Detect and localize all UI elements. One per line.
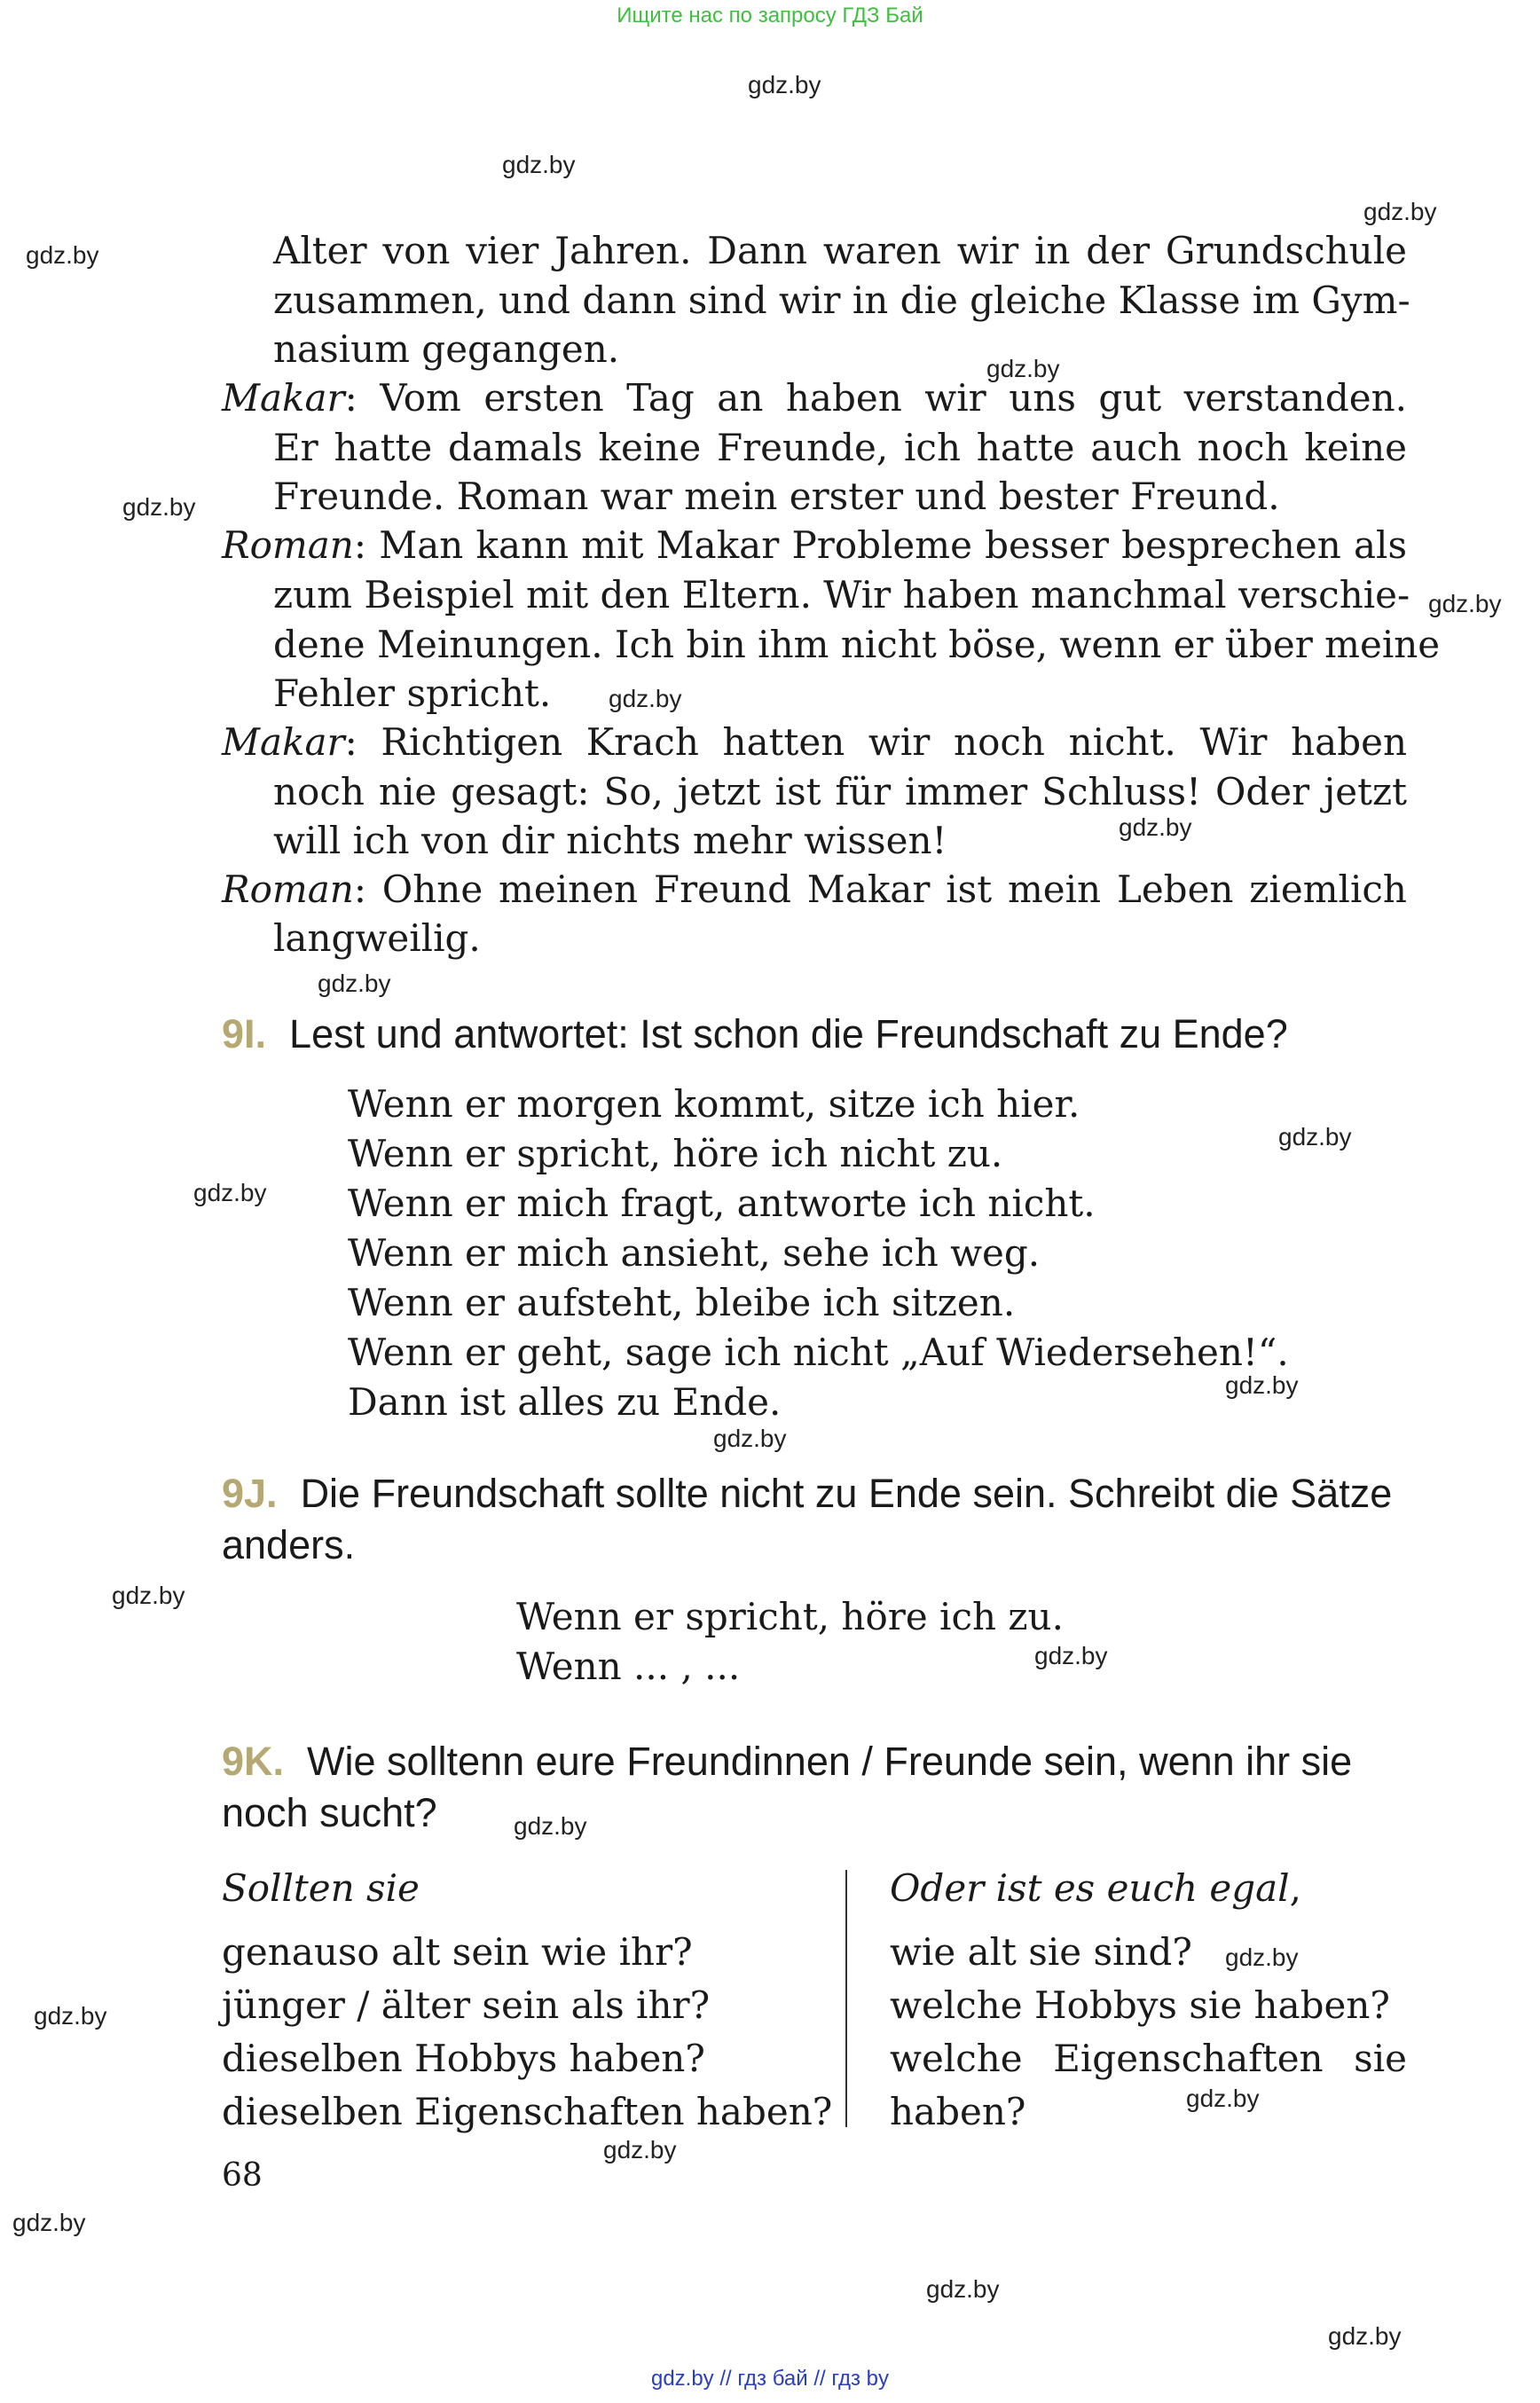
column-heading-text: Oder ist es euch egal [890, 1866, 1290, 1910]
dialogue-line: will ich von dir nichts mehr wissen! [273, 819, 947, 862]
watermark: gdz.by [1186, 2085, 1260, 2112]
task-number: 9J. [222, 1471, 278, 1516]
dialogue-text: : Richtigen Krach hatten wir noch nicht. Wir haben [344, 720, 1407, 764]
dialogue-line [222, 376, 1407, 420]
watermark: gdz.by [34, 2002, 107, 2030]
task-9k-heading [222, 1739, 1352, 1785]
watermark: gdz.by [926, 2275, 1000, 2303]
dialogue-text: : Man kann mit Makar Probleme besser besprechen als [353, 523, 1407, 567]
poem-line: Wenn er spricht, höre ich nicht zu. [348, 1132, 1003, 1175]
dialogue-line: Fehler spricht. [273, 671, 552, 715]
dialogue-line [222, 868, 1407, 911]
task-9j-heading [222, 1471, 1392, 1517]
dialogue-line: noch nie gesagt: So, jetzt ist für immer Schluss! Oder jetzt [273, 770, 1407, 813]
speaker-makar: Makar [222, 376, 345, 420]
dialogue-line [222, 720, 1407, 764]
task-title: Wie solltenn eure Freundinnen / Freunde sein, wenn ihr sie [307, 1739, 1353, 1784]
watermark: gdz.by [1328, 2322, 1402, 2350]
footer-links[interactable]: gdz.by // гдз бай // гдз by [650, 2367, 890, 2391]
poem-line: Wenn er geht, sage ich nicht „Auf Wiedersehen!“. [348, 1331, 1289, 1374]
question-line: dieselben Hobbys haben? [222, 2037, 705, 2080]
watermark: gdz.by [1119, 813, 1192, 841]
watermark: gdz.by [12, 2209, 86, 2236]
dialogue-line: dene Meinungen. Ich bin ihm nicht böse, wenn er über meine [273, 623, 1441, 666]
watermark: gdz.by [603, 2136, 677, 2163]
watermark: gdz.by [748, 71, 821, 98]
example-line: Wenn er spricht, höre ich zu. [516, 1595, 1064, 1638]
poem-line: Wenn er aufsteht, bleibe ich sitzen. [348, 1281, 1016, 1324]
watermark: gdz.by [1278, 1123, 1352, 1150]
watermark: gdz.by [1034, 1642, 1108, 1669]
poem-line: Wenn er morgen kommt, sitze ich hier. [348, 1082, 1080, 1126]
watermark: gdz.by [1225, 1371, 1299, 1399]
speaker-makar: Makar [222, 720, 345, 764]
watermark: gdz.by [713, 1425, 787, 1452]
task-9j-heading-cont: anders. [222, 1522, 356, 1567]
poem-line: Wenn er mich ansieht, sehe ich weg. [348, 1231, 1041, 1275]
watermark: gdz.by [514, 1812, 587, 1840]
task-title: Lest und antwortet: Ist schon die Freundschaft zu Ende? [289, 1011, 1288, 1056]
question-line: genauso alt sein wie ihr? [222, 1930, 693, 1974]
question-line: haben? [890, 2090, 1026, 2133]
question-line: dieselben Eigenschaften haben? [222, 2090, 833, 2133]
watermark: gdz.by [122, 493, 196, 521]
column-divider [845, 1870, 847, 2127]
column-heading-right [890, 1866, 1301, 1910]
dialogue-line [222, 523, 1407, 567]
dialogue-line: zusammen, und dann sind wir in die gleiche Klasse im Gym- [273, 279, 1410, 322]
task-number: 9K. [222, 1739, 285, 1784]
task-title: Die Freundschaft sollte nicht zu Ende sein. Schreibt die Sätze [300, 1471, 1393, 1516]
watermark: gdz.by [1225, 1944, 1299, 1971]
top-banner[interactable]: Ищите нас по запросу ГДЗ Бай [617, 4, 923, 27]
dialogue-line: Er hatte damals keine Freunde, ich hatte auch noch keine [273, 426, 1407, 469]
dialogue-line: Alter von vier Jahren. Dann waren wir in der Grundschule [273, 229, 1407, 272]
watermark: gdz.by [112, 1582, 185, 1609]
question-line: wie alt sie sind? [890, 1930, 1192, 1974]
watermark: gdz.by [1363, 198, 1437, 225]
poem-line: Wenn er mich fragt, antworte ich nicht. [348, 1182, 1096, 1225]
task-9k-heading-cont: noch sucht? [222, 1790, 437, 1835]
watermark: gdz.by [502, 151, 576, 178]
watermark: gdz.by [193, 1179, 267, 1206]
poem-line: Dann ist alles zu Ende. [348, 1380, 782, 1424]
speaker-roman: Roman [222, 523, 354, 567]
task-9i-heading [222, 1011, 1288, 1057]
column-heading-left: Sollten sie [222, 1866, 420, 1910]
dialogue-line: zum Beispiel mit den Eltern. Wir haben manchmal verschie- [273, 573, 1410, 616]
question-line: jünger / älter sein als ihr? [222, 1983, 711, 2027]
dialogue-text: : Vom ersten Tag an haben wir uns gut verstanden. [344, 376, 1407, 420]
question-line: welche Eigenschaften sie [890, 2037, 1407, 2080]
task-number: 9I. [222, 1011, 267, 1056]
watermark: gdz.by [1428, 590, 1502, 617]
page-number: 68 [222, 2157, 263, 2194]
watermark: gdz.by [609, 685, 682, 712]
column-heading-punct: , [1289, 1866, 1301, 1910]
dialogue-line: Freunde. Roman war mein erster und bester Freund. [273, 475, 1280, 518]
question-line: welche Hobbys sie haben? [890, 1983, 1390, 2027]
watermark: gdz.by [318, 970, 391, 997]
watermark: gdz.by [26, 241, 99, 269]
speaker-roman: Roman [222, 868, 354, 911]
dialogue-line: langweilig. [273, 916, 481, 960]
dialogue-text: : Ohne meinen Freund Makar ist mein Leben ziemlich [353, 868, 1407, 911]
watermark: gdz.by [986, 355, 1060, 382]
example-line: Wenn ... , ... [516, 1645, 741, 1688]
dialogue-line: nasium gegangen. [273, 327, 620, 371]
